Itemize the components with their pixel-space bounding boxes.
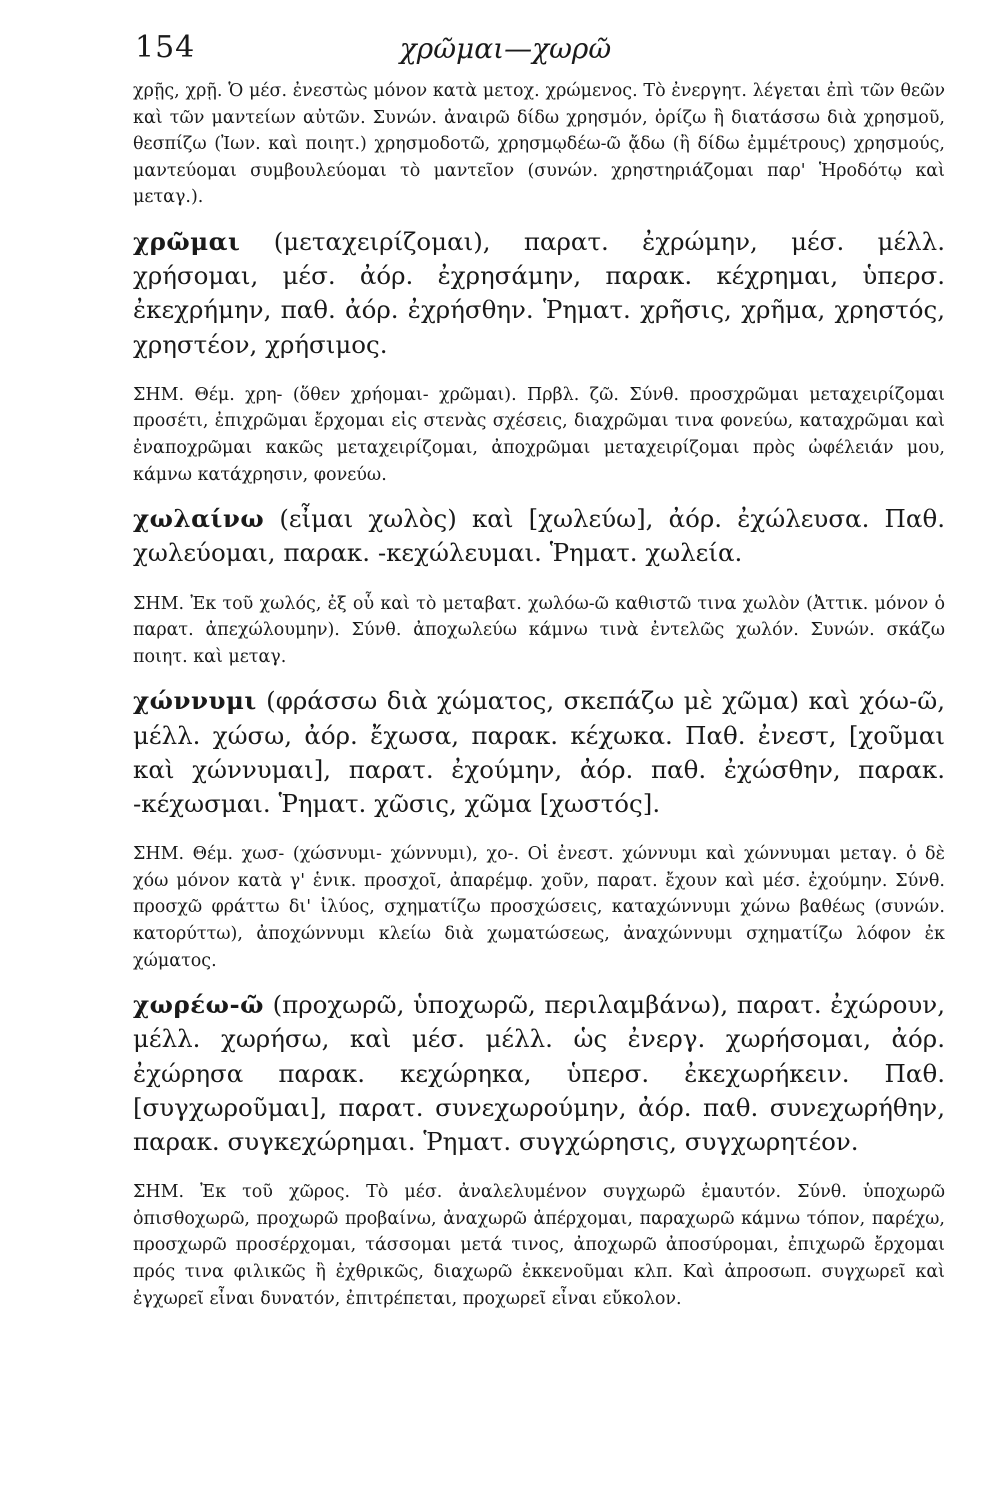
note-text: χρῇς, χρῇ. Ὁ μέσ. ἐνεστὼς μόνον κατὰ μετοχ. χρώμενος. Τὸ ἐνεργητ. λέγεται ἐπὶ τῶν θεῶν καὶ τῶν μαντείων αὐτῶν. Συνών. ἀναιρῶ δίδω χρησμόν, ὁρίζω ἢ διατάσσω διὰ χρησμοῦ, θεσπίζω (Ἰων. καὶ ποιητ.) χρησμοδοτῶ, χρησμῳδέω-ῶ ᾄδω (ἢ δίδω ἐμμέτρους) χρησμούς, μαντεύομαι συμβουλεύομαι τὸ μαντεῖον (συνών. χρηστηριάζομαι παρ' Ἡροδότῳ καὶ μεταγ.).	[133, 81, 945, 208]
note-choreo	[133, 1179, 945, 1312]
entry-text: (φράσσω διὰ χώματος, σκεπάζω μὲ χῶμα) καὶ χόω-ῶ, μέλλ. χώσω, ἀόρ. ἔχωσα, παρακ. κέχωκα. Παθ. ἐνεστ, [χοῦμαι καὶ χώννυμαι], παρατ. ἐχούμην, ἀόρ. παθ. ἐχώσθην, παρακ. -κέχωσμαι. Ῥηματ. χῶσις, χῶμα [χωστός].	[133, 686, 945, 818]
continuation-note	[133, 78, 945, 211]
entry-chonnymi	[133, 684, 945, 821]
page-number: 154	[135, 30, 196, 65]
note-cholaino	[133, 591, 945, 671]
note-text: ΣΗΜ. Θέμ. χρη- (ὅθεν χρήομαι- χρῶμαι). Πρβλ. ζῶ. Σύνθ. προσχρῶμαι μεταχειρίζομαι προσέτι, ἐπιχρῶμαι ἔρχομαι εἰς στενὰς σχέσεις, διαχρῶμαι τινα φονεύω, καταχρῶμαι καὶ ἐναποχρῶμαι κακῶς μεταχειρίζομαι, ἀποχρῶμαι μεταχειρίζομαι πρὸς ὠφέλειάν μου, κάμνω κατάχρησιν, φονεύω.	[133, 384, 945, 485]
entry-choreo	[133, 988, 945, 1159]
note-text: ΣΗΜ. Ἐκ τοῦ χωλός, ἐξ οὗ καὶ τὸ μεταβατ. χωλόω-ῶ καθιστῶ τινα χωλὸν (Ἀττικ. μόνον ὁ παρατ. ἀπεχώλουμην). Σύνθ. ἀποχωλεύω κάμνω τινὰ ἐντελῶς χωλόν. Συνών. σκάζω ποιητ. καὶ μεταγ.	[133, 593, 945, 667]
page-header	[135, 22, 876, 74]
entry-text: (προχωρῶ, ὑποχωρῶ, περιλαμβάνω), παρατ. ἐχώρουν, μέλλ. χωρήσω, καὶ μέσ. μέλλ. ὡς ἐνεργ. χωρήσομαι, ἀόρ. ἐχώρησα παρακ. κεχώρηκα, ὑπερσ. ἐκεχωρήκειν. Παθ. [συγχωροῦμαι], παρατ. συνεχωρούμην, ἀόρ. παθ. συνεχωρήθην, παρακ. συγκεχώρημαι. Ῥηματ. συγχώρησις, συγχωρητέον.	[133, 990, 945, 1156]
entry-text: (μεταχειρίζομαι), παρατ. ἐχρώμην, μέσ. μέλλ. χρήσομαι, μέσ. ἀόρ. ἐχρησάμην, παρακ. κέχρημαι, ὑπερσ. ἐκεχρήμην, παθ. ἀόρ. ἐχρήσθην. Ῥηματ. χρῆσις, χρῆμα, χρηστός, χρηστέον, χρήσιμος.	[133, 226, 945, 359]
headword: χωλαίνω	[133, 504, 265, 534]
page-body	[133, 78, 945, 1312]
entry-cholaino	[133, 502, 945, 570]
note-text: ΣΗΜ. Ἐκ τοῦ χῶρος. Τὸ μέσ. ἀναλελυμένον συγχωρῶ ἐμαυτόν. Σύνθ. ὑποχωρῶ ὀπισθοχωρῶ, προχωρῶ προβαίνω, ἀναχωρῶ ἀπέρχομαι, παραχωρῶ κάμνω τόπον, παρέχω, προσχωρῶ προσέρχομαι, τάσσομαι μετά τινος, ἀποχωρῶ ἀποσύρομαι, ἐπιχωρῶ ἔρχομαι πρός τινα φιλικῶς ἢ ἐχθρικῶς, διαχωρῶ ἐκκενοῦμαι κλπ. Καὶ ἀπροσωπ. συγχωρεῖ καὶ ἐγχωρεῖ εἶναι δυνατόν, ἐπιτρέπεται, προχωρεῖ εἶναι εὔκολον.	[133, 1182, 945, 1309]
note-chromai	[133, 382, 945, 488]
headword: χρῶμαι	[133, 226, 241, 256]
headword: χώννυμι	[133, 686, 257, 716]
headword: χωρέω-ῶ	[133, 990, 264, 1020]
entry-chromai	[133, 225, 945, 362]
running-head: χρῶμαι—χωρῶ	[399, 32, 612, 65]
note-text: ΣΗΜ. Θέμ. χωσ- (χώσνυμι- χώννυμι), χο-. Οἱ ἐνεστ. χώννυμι καὶ χώννυμαι μεταγ. ὁ δὲ χόω μόνον κατὰ γ' ἑνικ. προσχοῖ, ἀπαρέμφ. χοῦν, παρατ. ἔχουν καὶ μέσ. ἐχούμην. Σύνθ. προσχῶ φράττω δι' ἰλύος, σχηματίζω προσχώσεις, καταχώννυμι χώνω βαθέως (συνών. κατορύττω), ἀποχώννυμι κλείω διὰ χωματώσεως, ἀναχώννυμι σχηματίζω λόφον ἐκ χώματος.	[133, 844, 945, 971]
note-chonnymi	[133, 841, 945, 974]
entry-text: (εἶμαι χωλὸς) καὶ [χωλεύω], ἀόρ. ἐχώλευσα. Παθ. χωλεύομαι, παρακ. -κεχώλευμαι. Ῥηματ. χωλεία.	[133, 504, 945, 568]
